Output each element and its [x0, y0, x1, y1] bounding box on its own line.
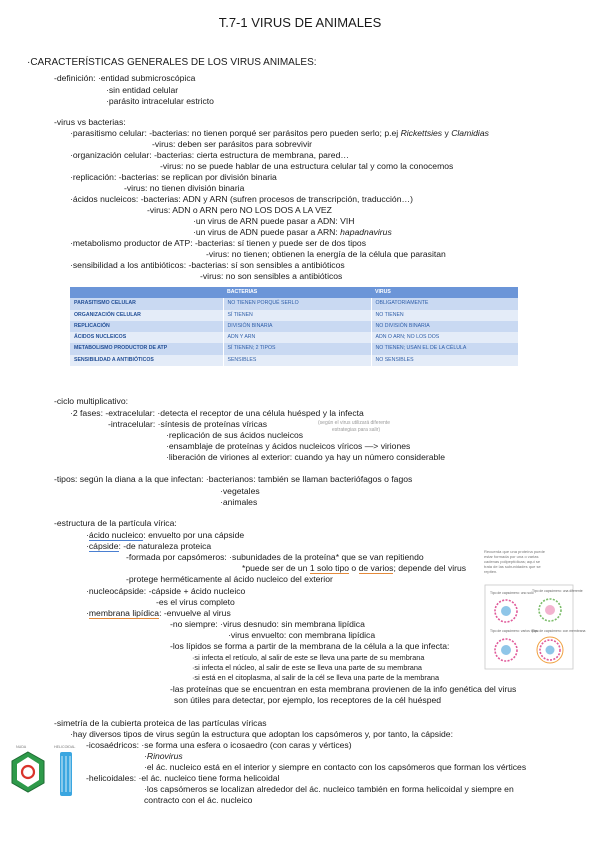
- table-cell: SÍ TIENEN; 2 TIPOS: [223, 343, 371, 354]
- vs-line: ·un virus de ADN puede pasar a ARN: hapadnavirus: [193, 227, 392, 237]
- structure-line: ·si infecta el núcleo, al salir de este se lleva una parte de su membrana: [192, 663, 422, 672]
- diagram-label: Tipo de capsómero: uno solo: [490, 591, 534, 595]
- table-cell: PARASITISMO CELULAR: [70, 298, 223, 309]
- symmetry-line: ·hay diversos tipos de virus según la estructura que adoptan los capsómeros y, por tanto, la cápside:: [70, 729, 453, 739]
- vs-line: -virus: no son sensibles a antibióticos: [200, 271, 343, 281]
- table-cell: REPLICACIÓN: [70, 321, 223, 332]
- table-cell: ADN Y ARN: [223, 332, 371, 343]
- cycle-line: ·2 fases: -extracelular: ·detecta el receptor de una célula huésped y la infecta: [70, 408, 364, 418]
- structure-line: -los lípidos se forma a partir de la membrana de la célula a la que infecta:: [170, 641, 450, 651]
- table-header: BACTERIAS: [223, 287, 371, 298]
- vs-line: -virus: deben ser parásitos para sobrevivir: [152, 139, 313, 149]
- vs-line: ·parasitismo celular: -bacterias: no tienen porqué ser parásitos pero pueden serlo; p.ej Rickettsies y Clamidias: [70, 128, 489, 138]
- structure-line: ·si infecta el retículo, al salir de este se lleva una parte de su membrana: [192, 653, 425, 662]
- table-cell: METABOLISMO PRODUCTOR DE ATP: [70, 343, 223, 354]
- capsomere-diagram: [484, 584, 586, 670]
- structure-line: ·ácido nucleico: envuelto por una cápside: [86, 530, 245, 540]
- symmetry-line: -icosaédricos: ·se forma una esfera o icosaedro (con caras y vértices): [86, 740, 352, 750]
- table-cell: SÍ TIENEN: [223, 310, 371, 321]
- structure-line: ·virus envuelto: con membrana lipídica: [228, 630, 376, 640]
- cycle-heading: -ciclo multiplicativo:: [54, 396, 129, 406]
- definition-line: ·sin entidad celular: [106, 85, 179, 95]
- virus-shapes-figure: [6, 742, 80, 804]
- diagram-label: Tipo de capsómero: con membrana: [532, 629, 586, 633]
- table-cell: SENSIBILIDAD A ANTIBIÓTICOS: [70, 355, 223, 366]
- vs-line: ·replicación: -bacterias: se replican por división binaria: [70, 172, 277, 182]
- cycle-line: -intracelular: ·síntesis de proteínas víricas: [108, 419, 268, 429]
- structure-line: ·si está en el citoplasma, al salir de la cél se lleva una parte de la membrana: [192, 673, 440, 682]
- comparison-table: [70, 287, 518, 366]
- figure-label: NUDA: [16, 745, 27, 749]
- icosahedral-virus-icon: [12, 752, 44, 792]
- vs-heading: -virus vs bacterias:: [54, 117, 126, 127]
- symmetry-line: contracto con el ác. nucleico: [144, 795, 253, 805]
- structure-heading: -estructura de la partícula vírica:: [54, 518, 177, 528]
- section-heading-general: ·CARACTERÍSTICAS GENERALES DE LOS VIRUS ANIMALES:: [27, 57, 317, 68]
- vs-line: -virus: no se puede hablar de una estructura celular tal y como la conocemos: [160, 161, 454, 171]
- structure-line: *puede ser de un 1 solo tipo o de varios; depende del virus: [242, 563, 467, 573]
- table-cell: ADN O ARN; NO LOS DOS: [371, 332, 518, 343]
- table-row: [70, 321, 518, 332]
- table-cell: OBLIGATORIAMENTE: [371, 298, 518, 309]
- definition-line: -definición: ·entidad submicroscópica: [54, 73, 196, 83]
- table-cell: NO TIENEN: [371, 310, 518, 321]
- table-row: [70, 355, 518, 366]
- types-line: ·vegetales: [220, 486, 260, 496]
- definition-line: ·parásito intracelular estricto: [106, 96, 214, 106]
- helical-virus-icon: [60, 752, 72, 796]
- table-cell: ÁCIDOS NUCLEICOS: [70, 332, 223, 343]
- cycle-line: ·ensamblaje de proteínas y ácidos nucleicos víricos —> viriones: [166, 441, 411, 451]
- page-title: T.7-1 VIRUS DE ANIMALES: [218, 15, 382, 30]
- table-row: [70, 343, 518, 354]
- structure-line: -no siempre: ·virus desnudo: sin membrana lipídica: [170, 619, 365, 629]
- structure-line: ·cápside: -de naturaleza proteica: [86, 541, 212, 551]
- table-cell: NO TIENEN; USAN EL DE LA CÉLULA: [371, 343, 518, 354]
- diagram-label: Tipo de capsómero: una diferente: [532, 589, 583, 593]
- types-line: -tipos: según la diana a la que infectan: ·bacterianos: también se llaman bacteriófagos o fagos: [54, 474, 413, 484]
- table-row: [70, 332, 518, 343]
- vs-line: -virus: ADN o ARN pero NO LOS DOS A LA VEZ: [147, 205, 332, 215]
- structure-line: -es el virus completo: [156, 597, 235, 607]
- structure-line: -protege herméticamente al ácido nucleico del exterior: [126, 574, 333, 584]
- structure-line: son útiles para detectar, por ejemplo, los receptores de la cél huésped: [174, 695, 442, 705]
- diagram-label: Tipo de capsómero: varios tipos: [490, 629, 538, 633]
- vs-line: ·metabolismo productor de ATP: -bacterias: sí tienen y puede ser de dos tipos: [70, 238, 367, 248]
- symmetry-line: ·el ác. nucleico está en el interior y siempre en contacto con los capsómeros que forman los vértices: [144, 762, 527, 772]
- symmetry-line: -helicoidales: ·el ác. nucleico tiene forma helicoidal: [86, 773, 280, 783]
- types-line: ·animales: [220, 497, 258, 507]
- table-header: VIRUS: [371, 287, 518, 298]
- vs-line: -virus: no tienen; obtienen la energía de la célula que parasitan: [206, 249, 446, 259]
- table-cell: NO DIVISIÓN BINARIA: [371, 321, 518, 332]
- symmetry-line: ·Rinovirus: [144, 751, 183, 761]
- vs-line: ·ácidos nucleicos: -bacterias: ADN y ARN (sufren procesos de transcripción, traducción…): [70, 194, 413, 204]
- symmetry-heading: -simetría de la cubierta proteica de las partículas víricas: [54, 718, 267, 728]
- table-cell: ORGANIZACIÓN CELULAR: [70, 310, 223, 321]
- vs-line: -virus: no tienen división binaria: [124, 183, 245, 193]
- figure-label: HELICOIDAL: [54, 745, 76, 749]
- vs-line: ·organización celular: -bacterias: cierta estructura de membrana, pared…: [70, 150, 349, 160]
- table-header: [70, 287, 223, 298]
- structure-line: ·nucleocápside: -cápside + ácido nucleico: [86, 586, 246, 596]
- table-cell: SENSIBLES: [223, 355, 371, 366]
- table-cell: NO SENSIBLES: [371, 355, 518, 366]
- vs-line: ·sensibilidad a los antibióticos: -bacterias: sí son sensibles a antibióticos: [70, 260, 345, 270]
- table-row: [70, 310, 518, 321]
- structure-line: -las proteínas que se encuentran en esta membrana provienen de la info genética del virus: [170, 684, 517, 694]
- capsomere-side-note: Recuerda que una proteína puede estar formada por una o varias cadenas polipeptídicas; aquí se trata de las subunidades que se repiten.: [484, 549, 545, 574]
- structure-line: ·membrana lipídica: -envuelve al virus: [86, 608, 231, 618]
- cycle-side-note: (según el virus utilizará diferente: [318, 420, 390, 426]
- table-header-row: [70, 287, 518, 298]
- symmetry-line: ·los capsómeros se localizan alrededor del ác. nucleico también en forma helicoidal y siempre en: [144, 784, 514, 794]
- cycle-line: ·replicación de sus ácidos nucleicos: [166, 430, 304, 440]
- vs-line: ·un virus de ARN puede pasar a ADN: VIH: [193, 216, 355, 226]
- table-cell: NO TIENEN PORQUÉ SERLO: [223, 298, 371, 309]
- cycle-side-note: estrategias para salir): [332, 427, 381, 433]
- table-cell: DIVISIÓN BINARIA: [223, 321, 371, 332]
- structure-line: -formada por capsómeros: ·subunidades de la proteína* que se van repitiendo: [126, 552, 424, 562]
- cycle-line: ·liberación de viriones al exterior: cuando ya hay un número considerable: [166, 452, 445, 462]
- table-row: [70, 298, 518, 309]
